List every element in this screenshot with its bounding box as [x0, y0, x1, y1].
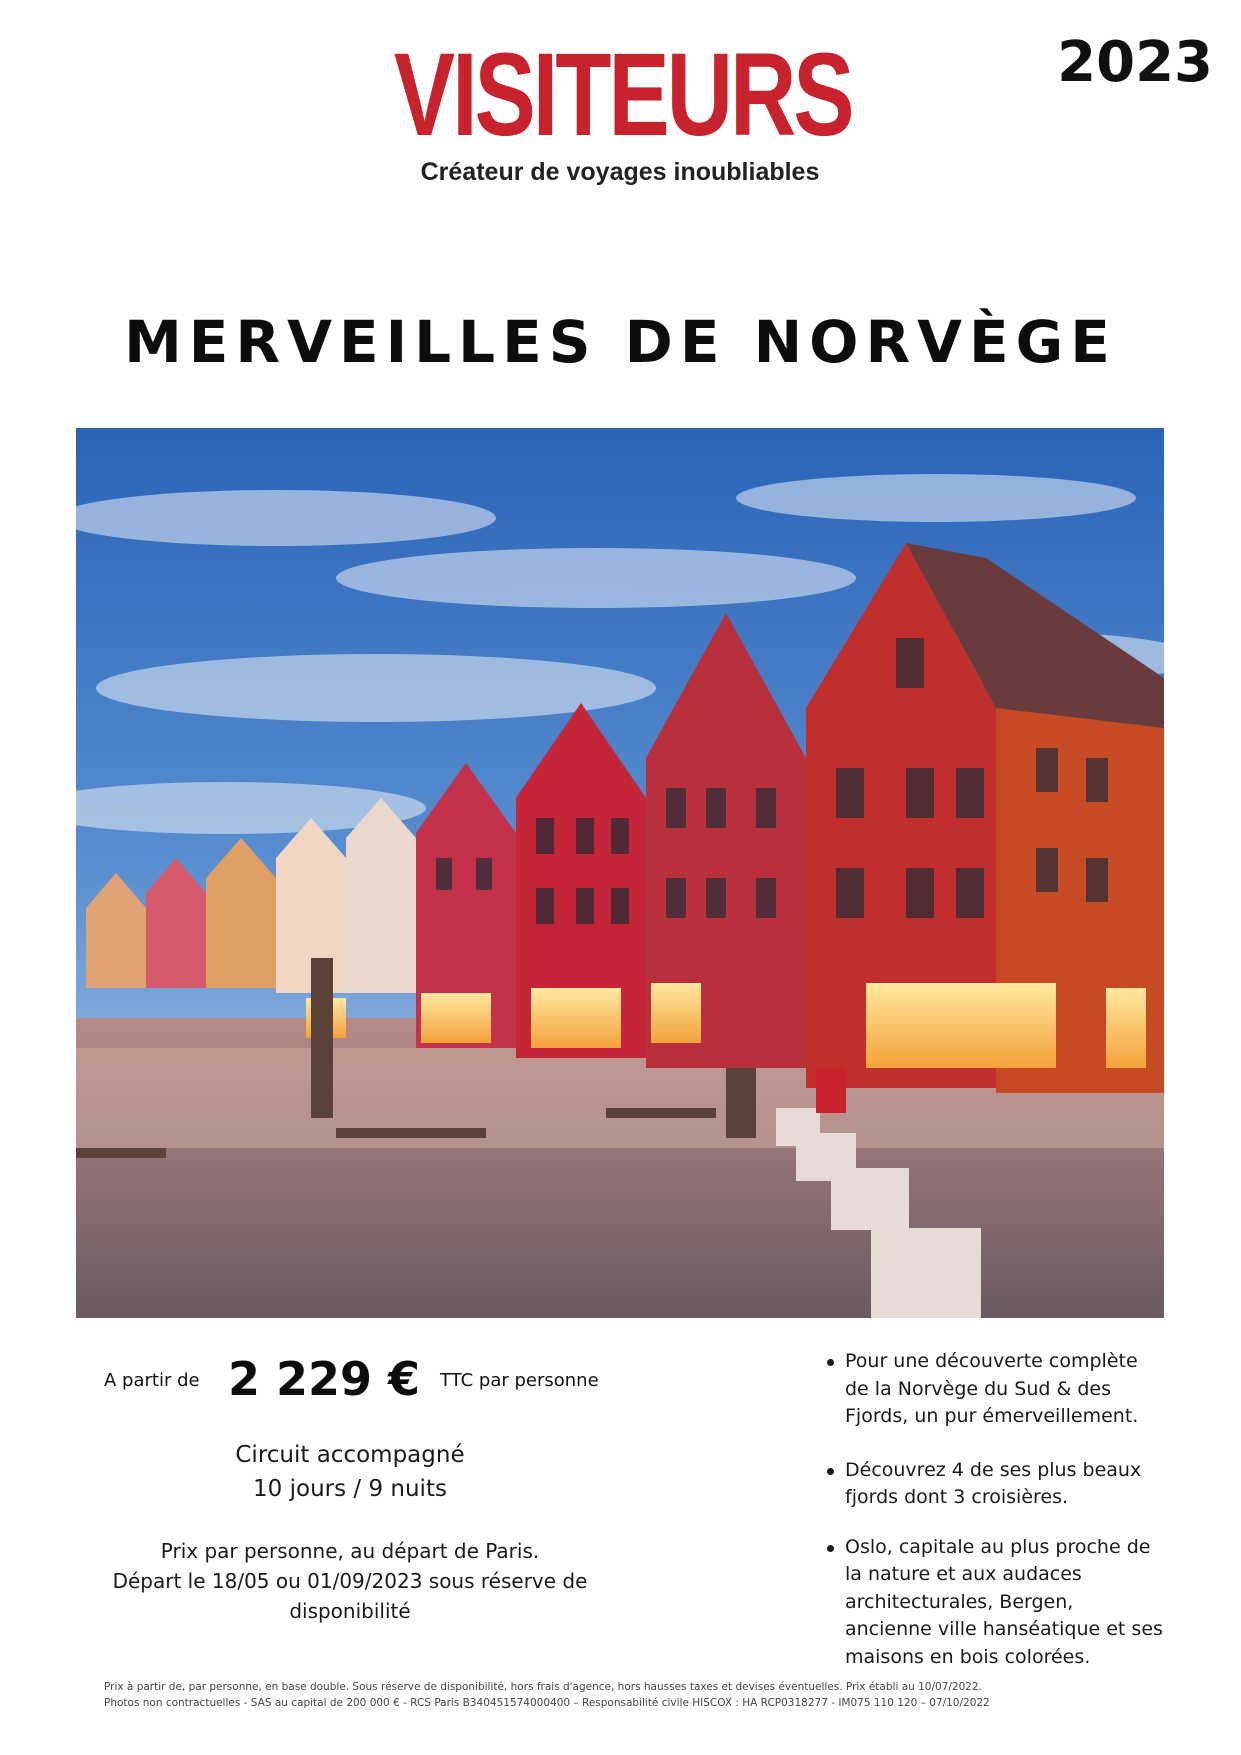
- departure-line-1: Prix par personne, au départ de Paris.: [160, 1539, 540, 1563]
- price-suffix: TTC par personne: [440, 1370, 599, 1391]
- hero-photo: [76, 428, 1164, 1318]
- brand-logo: [390, 29, 852, 187]
- departure-line-2: Départ le 18/05 ou 01/09/2023 sous réserve de: [112, 1569, 588, 1593]
- departure-info: [80, 1536, 620, 1626]
- tour-type: Circuit accompagné: [235, 1442, 465, 1468]
- page-title: MERVEILLES DE NORVÈGE: [124, 308, 1117, 376]
- tour-duration: 10 jours / 9 nuits: [253, 1476, 447, 1502]
- brand-name: VISITEURS: [393, 29, 852, 161]
- departure-line-3: disponibilité: [289, 1599, 411, 1623]
- price-prefix: A partir de: [104, 1370, 200, 1391]
- price-row: [104, 1352, 664, 1422]
- highlight-item: Découvrez 4 de ses plus beaux fjords dont 3 croisières.: [825, 1457, 1165, 1512]
- year-label: 2023: [1057, 30, 1213, 95]
- tour-info: [80, 1438, 620, 1506]
- footer-line-1: Prix à partir de, par personne, en base double. Sous réserve de disponibilité, hors frais d'agence, hors hausses taxes et devises éventuelles. Prix établi au 10/07/2022.: [104, 1681, 982, 1693]
- footer-line-2: Photos non contractuelles - SAS au capital de 200 000 € - RCS Paris B340451574000400 – Responsabilité civile HISCOX : HA RCP0318277 - IM075 110 120 – 07/10/2022: [104, 1697, 990, 1709]
- highlight-item: Oslo, capitale au plus proche de la nature et aux audaces architecturales, Bergen, ancienne ville hanséatique et ses maisons en bois colorées.: [825, 1534, 1165, 1672]
- brand-tagline: Créateur de voyages inoubliables: [420, 158, 820, 186]
- price-amount: 2 229 €: [228, 1352, 421, 1406]
- legal-footer: [104, 1679, 1164, 1711]
- highlights-list: [825, 1348, 1165, 1671]
- highlight-item: Pour une découverte complète de la Norvège du Sud & des Fjords, un pur émerveillement.: [825, 1348, 1165, 1431]
